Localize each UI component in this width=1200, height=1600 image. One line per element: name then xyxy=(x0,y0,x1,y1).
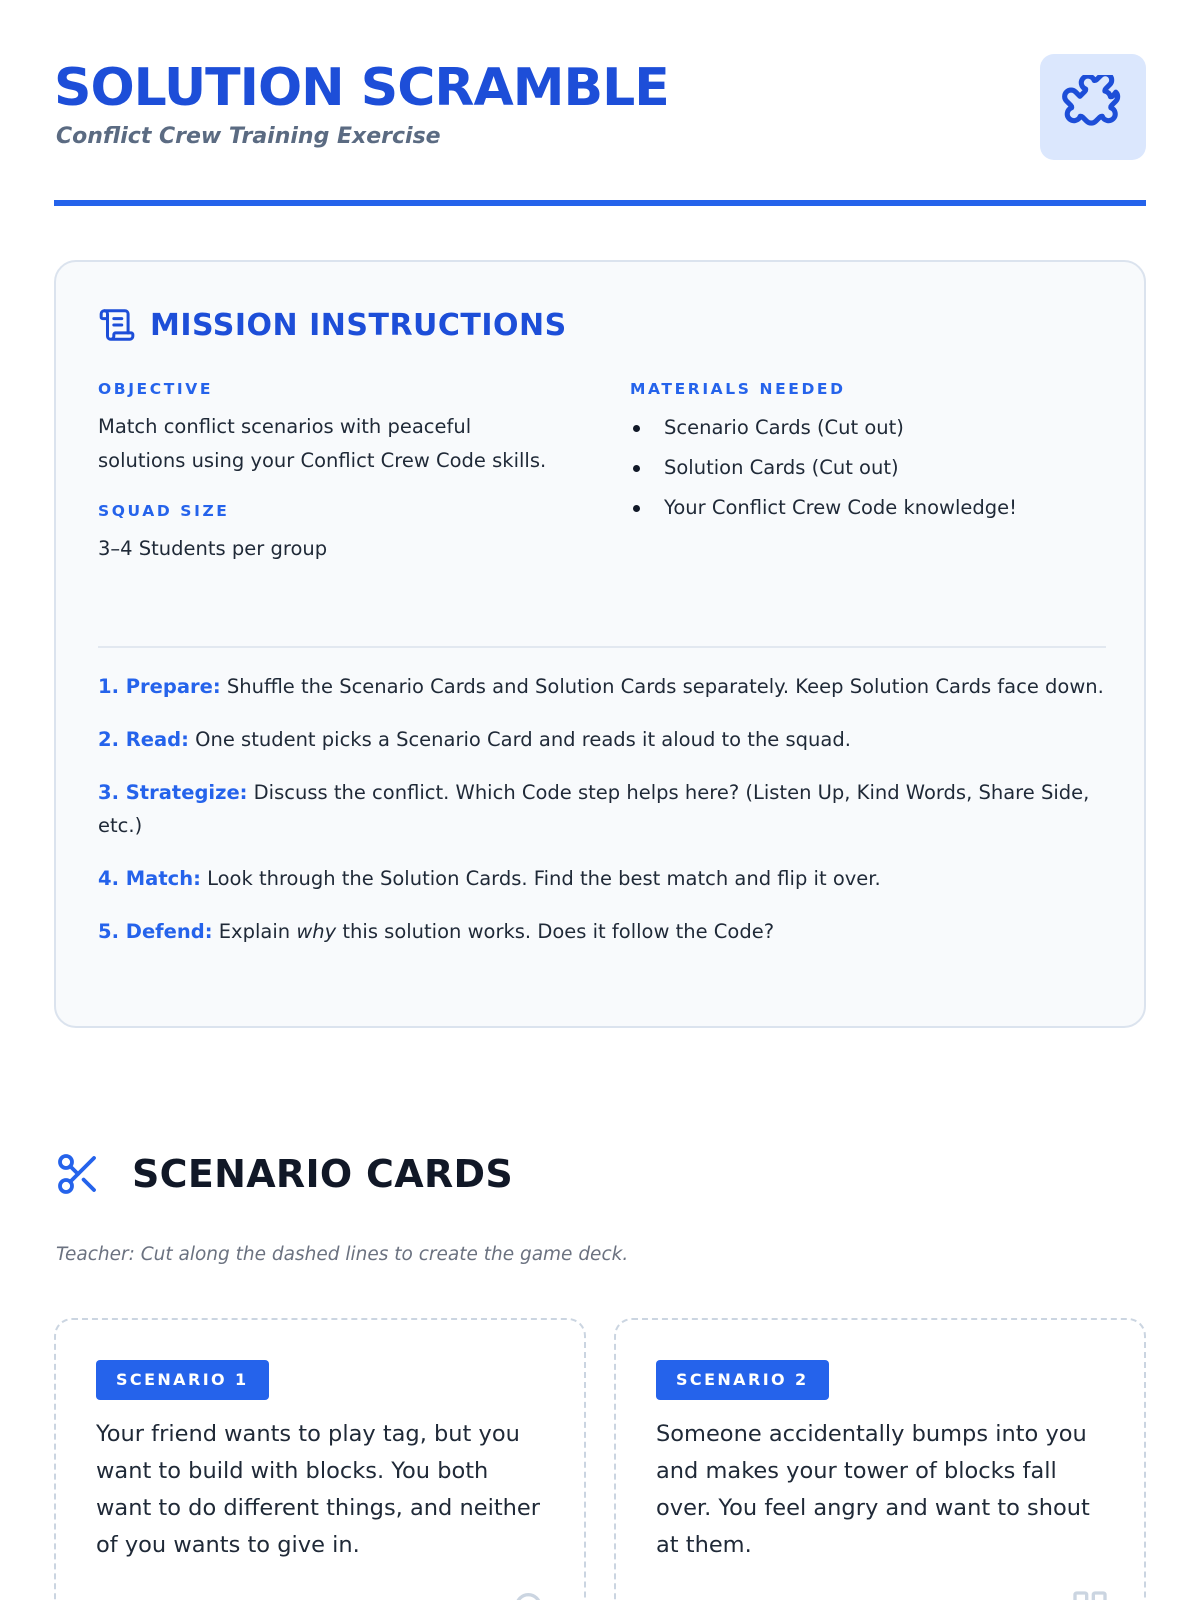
list-item: Scenario Cards (Cut out) xyxy=(630,408,1110,448)
steps-list xyxy=(98,670,1108,968)
teacher-note: Teacher: Cut along the dashed lines to create the game deck. xyxy=(56,1244,629,1265)
step-strategize xyxy=(98,776,1108,842)
squad-size-label: SQUAD SIZE xyxy=(98,502,230,520)
step-text: Look through the Solution Cards. Find the best match and flip it over. xyxy=(207,867,881,890)
squad-size-text: 3–4 Students per group xyxy=(98,537,328,560)
step-label: 2. Read: xyxy=(98,728,189,751)
materials-label: MATERIALS NEEDED xyxy=(630,380,846,398)
mission-title: MISSION INSTRUCTIONS xyxy=(150,307,567,343)
step-text: Shuffle the Scenario Cards and Solution Cards separately. Keep Solution Cards face down. xyxy=(226,675,1104,698)
step-text: Explain xyxy=(218,920,291,943)
mission-right-column xyxy=(630,380,1110,528)
header-divider xyxy=(54,200,1146,206)
mission-instructions-panel xyxy=(54,260,1146,1028)
list-item: Your Conflict Crew Code knowledge! xyxy=(630,488,1110,528)
scenario-card-2 xyxy=(614,1318,1146,1600)
step-emphasis: why xyxy=(296,920,337,943)
page-header xyxy=(54,52,1146,206)
scenario-text: Your friend wants to play tag, but you want to build with blocks. You both want to do different things, and neither of you wants to give in. xyxy=(96,1421,540,1558)
list-item: Solution Cards (Cut out) xyxy=(630,448,1110,488)
step-label: 5. Defend: xyxy=(98,920,213,943)
step-read xyxy=(98,723,1108,756)
step-prepare xyxy=(98,670,1108,703)
search-icon xyxy=(510,1588,550,1600)
objective-label: OBJECTIVE xyxy=(98,380,214,398)
scenario-card-1 xyxy=(54,1318,586,1600)
scenario-badge: SCENARIO 2 xyxy=(656,1360,829,1400)
scenario-cards-title: SCENARIO CARDS xyxy=(132,1152,514,1196)
step-label: 3. Strategize: xyxy=(98,781,248,804)
step-match xyxy=(98,862,1108,895)
step-text: One student picks a Scenario Card and reads it aloud to the squad. xyxy=(195,728,851,751)
step-text: Discuss the conflict. Which Code step helps here? (Listen Up, Kind Words, Share Side, etc.) xyxy=(98,781,1090,837)
scenario-text: Someone accidentally bumps into you and makes your tower of blocks fall over. You feel angry and want to shout at them. xyxy=(656,1421,1090,1558)
scroll-icon xyxy=(98,306,136,344)
step-defend xyxy=(98,915,1108,948)
mission-left-column xyxy=(98,380,548,566)
objective-text: Match conflict scenarios with peaceful solutions using your Conflict Crew Code skills. xyxy=(98,415,547,472)
logo-badge xyxy=(1040,54,1146,160)
page-title: SOLUTION SCRAMBLE xyxy=(54,58,669,118)
page-subtitle: Conflict Crew Training Exercise xyxy=(56,124,441,149)
mission-divider xyxy=(98,646,1106,648)
step-label: 4. Match: xyxy=(98,867,201,890)
scenario-cards-heading xyxy=(54,1150,513,1198)
puzzle-piece-icon xyxy=(1061,75,1125,139)
scenario-badge: SCENARIO 1 xyxy=(96,1360,269,1400)
mission-heading xyxy=(98,306,567,344)
step-text: this solution works. Does it follow the Code? xyxy=(342,920,775,943)
step-label: 1. Prepare: xyxy=(98,675,221,698)
scissors-icon xyxy=(54,1150,102,1198)
blocks-icon xyxy=(1070,1588,1110,1600)
materials-list xyxy=(630,408,1110,528)
